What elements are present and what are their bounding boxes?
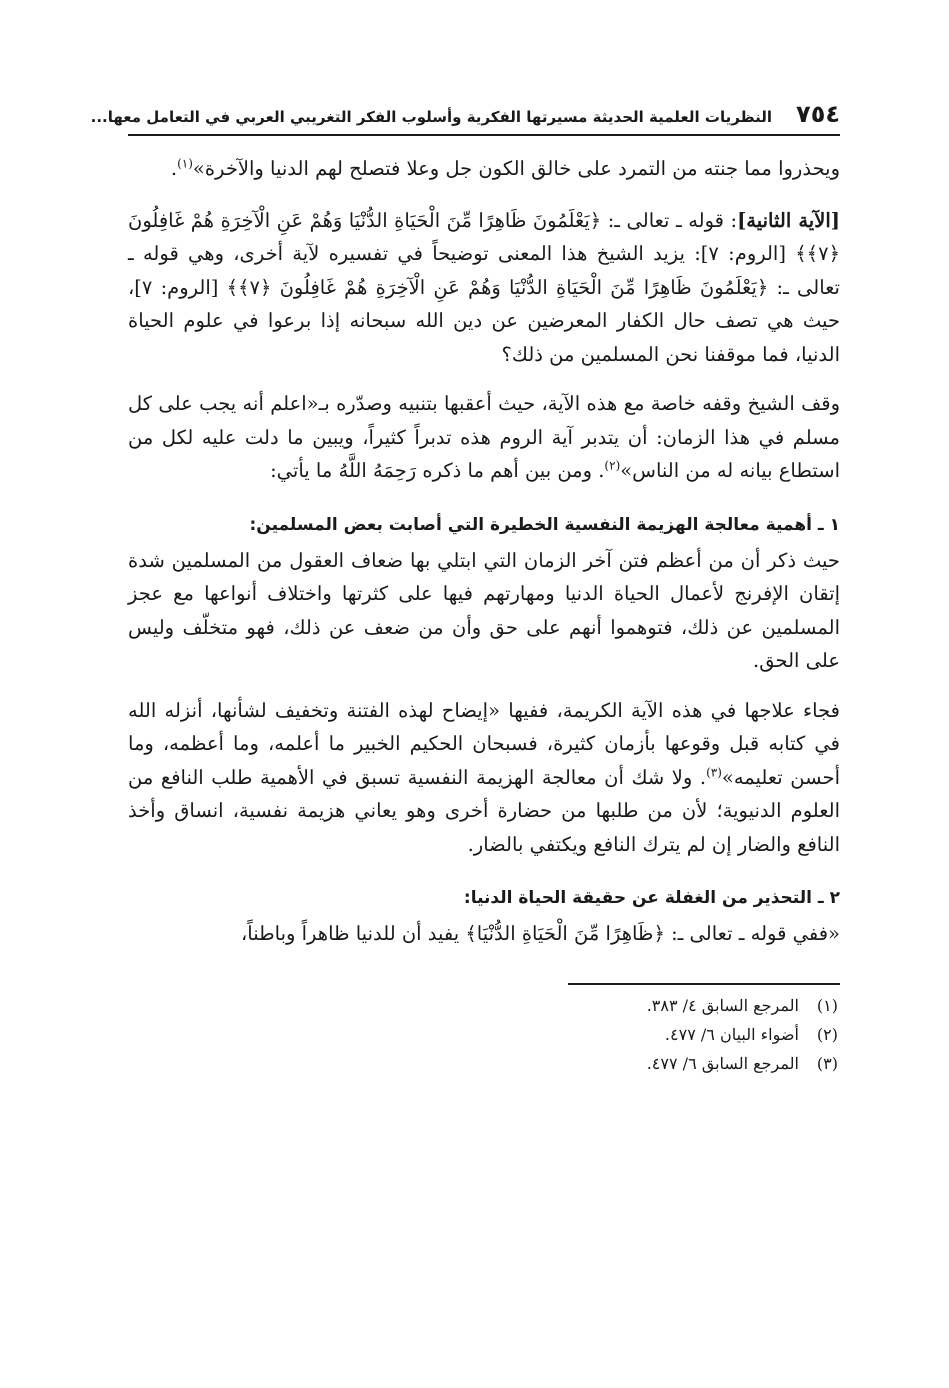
paragraph-5: [128, 694, 840, 862]
paragraph-1-end: .: [170, 157, 178, 180]
footnote-text: أضواء البيان ٦/ ٤٧٧.: [664, 1024, 799, 1044]
paragraph-4: حيث ذكر أن من أعظم فتن آخر الزمان التي ابتلي بها ضعاف العقول من المسلمين شدة إتقان الإفرنج لأعمال الحياة الدنيا ومهارتهم فيها على كثرتها واختلاف أنواعها مع عجز المسلمين عن ذلك، فتوهموا أنهم على حق وأن من ضعف عن ذلك، فهو متخلّف وليس على الحق.: [128, 548, 840, 672]
paragraph-3-text: وقف الشيخ وقفه خاصة مع هذه الآية، حيث أعقبها بتنبيه وصدّره بـ«اعلم أنه يجب على كل مسلم في هذا الزمان: أن يتدبر آية الروم هذه تدبراً كثيراً، ويبين ما دلت عليه لكل من استطاع بيانه له من الناس»: [128, 392, 840, 482]
paragraph-3-end: . ومن بين أهم ما ذكره رَحِمَهُ اللَّهُ ما يأتي:: [270, 459, 605, 482]
footnote-item: [128, 1049, 838, 1078]
paragraph-1: [128, 152, 840, 186]
paragraph-6: «ففي قوله ـ تعالى ـ: ﴿ظَاهِرًا مِّنَ الْحَيَاةِ الدُّنْيَا﴾ يفيد أن للدنيا ظاهراً وباطناً،: [241, 922, 840, 945]
paragraph-1-text: ويحذروا مما جنته من التمرد على خالق الكون جل وعلا فتصلح لهم الدنيا والآخرة»: [192, 157, 840, 180]
running-title: النظريات العلمية الحديثة مسيرتها الفكرية وأسلوب الفكر التغريبي العربي في التعامل معها...: [90, 108, 773, 126]
second-verse-label: [الآية الثانية]: [737, 208, 840, 232]
page-number: ٧٥٤: [796, 100, 840, 128]
footnote-number: (٣): [816, 1053, 838, 1073]
footnote-item: [128, 1020, 838, 1049]
paragraph-2-text: : قوله ـ تعالى ـ: ﴿يَعْلَمُونَ ظَاهِرًا مِّنَ الْحَيَاةِ الدُّنْيَا وَهُمْ عَنِ الْآخِرَةِ هُمْ غَافِلُونَ ﴿٧﴾﴾ [الروم: ٧]: يزيد الشيخ هذا المعنى توضيحاً في تفسيره لآية أخرى، وهي قوله ـ تعالى ـ: ﴿يَعْلَمُونَ ظَاهِرًا مِّنَ الْحَيَاةِ الدُّنْيَا وَهُمْ عَنِ الْآخِرَةِ هُمْ غَافِلُونَ ﴿٧﴾﴾ [الروم: ٧]، حيث هي تصف حال الكفار المعرضين عن دين الله سبحانه إذا برعوا في علوم الحياة الدنيا، فما موقفنا نحن المسلمين من ذلك؟: [128, 208, 840, 366]
footnote-text: المرجع السابق ٤/ ٣٨٣.: [646, 995, 799, 1015]
book-page: [90, 100, 840, 1078]
footnote-ref-2: (٢): [604, 458, 621, 473]
footnote-divider: [568, 983, 840, 985]
page-header: [90, 100, 840, 136]
footnote-item: [128, 991, 838, 1020]
paragraph-3: [128, 387, 840, 488]
paragraph-5-end: . ولا شك أن معالجة الهزيمة النفسية تسبق في الأهمية طلب النافع من العلوم الدنيوية؛ لأن من طلبها من حضارة أخرى وهو يعاني هزيمة نفسية، انساق وأخذ النافع والضار إن لم يترك النافع ويكتفي بالضار.: [128, 765, 840, 856]
footnote-number: (١): [816, 995, 838, 1015]
page-body: [128, 152, 840, 951]
paragraph-5-text: فجاء علاجها في هذه الآية الكريمة، ففيها «إيضاح لهذه الفتنة وتخفيف لشأنها، أنزله الله في كتابه قبل وقوعها بأزمان كثيرة، فسبحان الحكيم الخبير ما أعلمه، وما أعظمه، وما أحسن تعليمه»: [128, 698, 840, 789]
footnote-ref-3: (٣): [706, 765, 722, 779]
footnote-text: المرجع السابق ٦/ ٤٧٧.: [646, 1053, 799, 1073]
footnote-ref-1: (١): [177, 156, 193, 171]
paragraph-2: [128, 204, 840, 372]
footnotes: [128, 991, 840, 1078]
section-heading-1: ١ ـ أهمية معالجة الهزيمة النفسية الخطيرة التي أصابت بعض المسلمين:: [249, 514, 840, 535]
footnote-number: (٢): [816, 1024, 838, 1044]
section-heading-2: ٢ ـ التحذير من الغفلة عن حقيقة الحياة الدنيا:: [463, 888, 840, 908]
